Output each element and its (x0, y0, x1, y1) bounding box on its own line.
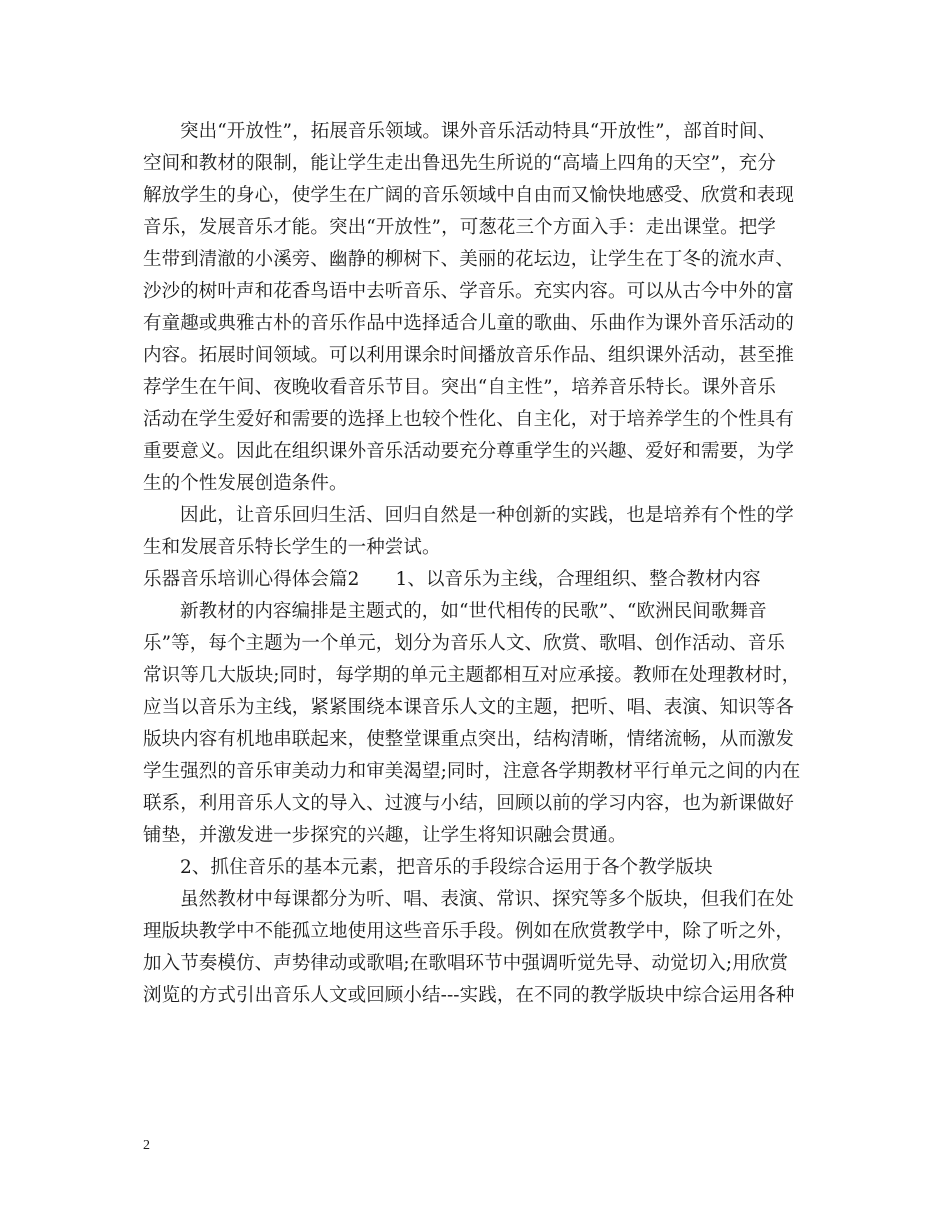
paragraph-line: 加入节奏模仿、声势律动或歌唱;在歌唱环节中强调听觉先导、动觉切入;用欣赏 (143, 953, 789, 974)
paragraph-line: 浏览的方式引出音乐人文或回顾小结---实践，在不同的教学版块中综合运用各种 (143, 985, 795, 1006)
paragraph-line: 因此，让音乐回归生活、回归自然是一种创新的实践，也是培养有个性的学 (180, 505, 794, 526)
paragraph-line: 有童趣或典雅古朴的音乐作品中选择适合儿童的歌曲、乐曲作为课外音乐活动的 (143, 313, 795, 334)
paragraph-line: 版块内容有机地串联起来，使整堂课重点突出，结构清晰，情绪流畅，从而激发 (143, 729, 795, 750)
paragraph-line: 铺垫，并激发进一步探究的兴趣，让学生将知识融会贯通。 (143, 825, 627, 846)
paragraph-line: 沙沙的树叶声和花香鸟语中去听音乐、学音乐。充实内容。可以从古今中外的富 (143, 281, 795, 302)
page-number: 2 (143, 1138, 150, 1153)
paragraph-line: 生和发展音乐特长学生的一种尝试。 (143, 537, 441, 558)
section-title: 乐器音乐培训心得体会篇2 (143, 569, 360, 590)
paragraph-line: 乐”等，每个主题为一个单元，划分为音乐人文、欣赏、歌唱、创作活动、音乐 (143, 633, 785, 654)
paragraph-line: 应当以音乐为主线，紧紧围绕本课音乐人文的主题，把听、唱、表演、知识等各 (143, 697, 795, 718)
paragraph-line: 虽然教材中每课都分为听、唱、表演、常识、探究等多个版块，但我们在处 (180, 889, 794, 910)
paragraph-line: 音乐，发展音乐才能。突出“开放性”，可葱花三个方面入手：走出课堂。把学 (143, 217, 776, 238)
body-text (143, 116, 823, 1012)
paragraph-line: 解放学生的身心，使学生在广阔的音乐领域中自由而又愉快地感受、欣赏和表现 (143, 185, 795, 206)
paragraph-line: 生带到清澈的小溪旁、幽静的柳树下、美丽的花坛边，让学生在丁冬的流水声、 (143, 249, 795, 270)
paragraph-line: 重要意义。因此在组织课外音乐活动要充分尊重学生的兴趣、爱好和需要，为学 (143, 441, 795, 462)
paragraph-line: 内容。拓展时间领域。可以利用课余时间播放音乐作品、组织课外活动，甚至推 (143, 345, 795, 366)
section-heading-line (143, 564, 823, 596)
paragraph-line: 活动在学生爱好和需要的选择上也较个性化、自主化，对于培养学生的个性具有 (143, 409, 795, 430)
paragraph-line: 荐学生在午间、夜晚收看音乐节目。突出“自主性”，培养音乐特长。课外音乐 (143, 377, 776, 398)
subsection-title: 1、以音乐为主线，合理组织、整合教材内容 (395, 569, 761, 590)
paragraph-line: 理版块教学中不能孤立地使用这些音乐手段。例如在欣赏教学中，除了听之外， (143, 921, 795, 942)
paragraph-line: 常识等几大版块;同时，每学期的单元主题都相互对应承接。教师在处理教材时， (143, 665, 801, 686)
paragraph-line: 学生强烈的音乐审美动力和审美渴望;同时，注意各学期教材平行单元之间的内在 (143, 761, 801, 782)
paragraph-line: 联系，利用音乐人文的导入、过渡与小结，回顾以前的学习内容，也为新课做好 (143, 793, 795, 814)
paragraph-line: 突出“开放性”，拓展音乐领域。课外音乐活动特具“开放性”，部首时间、 (180, 121, 777, 142)
paragraph-line: 新教材的内容编排是主题式的，如“世代相传的民歌”、“欧洲民间歌舞音 (180, 601, 767, 622)
paragraph-line: 空间和教材的限制，能让学生走出鲁迅先生所说的“高墙上四角的天空”，充分 (143, 153, 776, 174)
subsection-title: 2、抓住音乐的基本元素，把音乐的手段综合运用于各个教学版块 (180, 857, 713, 878)
paragraph-line: 生的个性发展创造条件。 (143, 473, 348, 494)
